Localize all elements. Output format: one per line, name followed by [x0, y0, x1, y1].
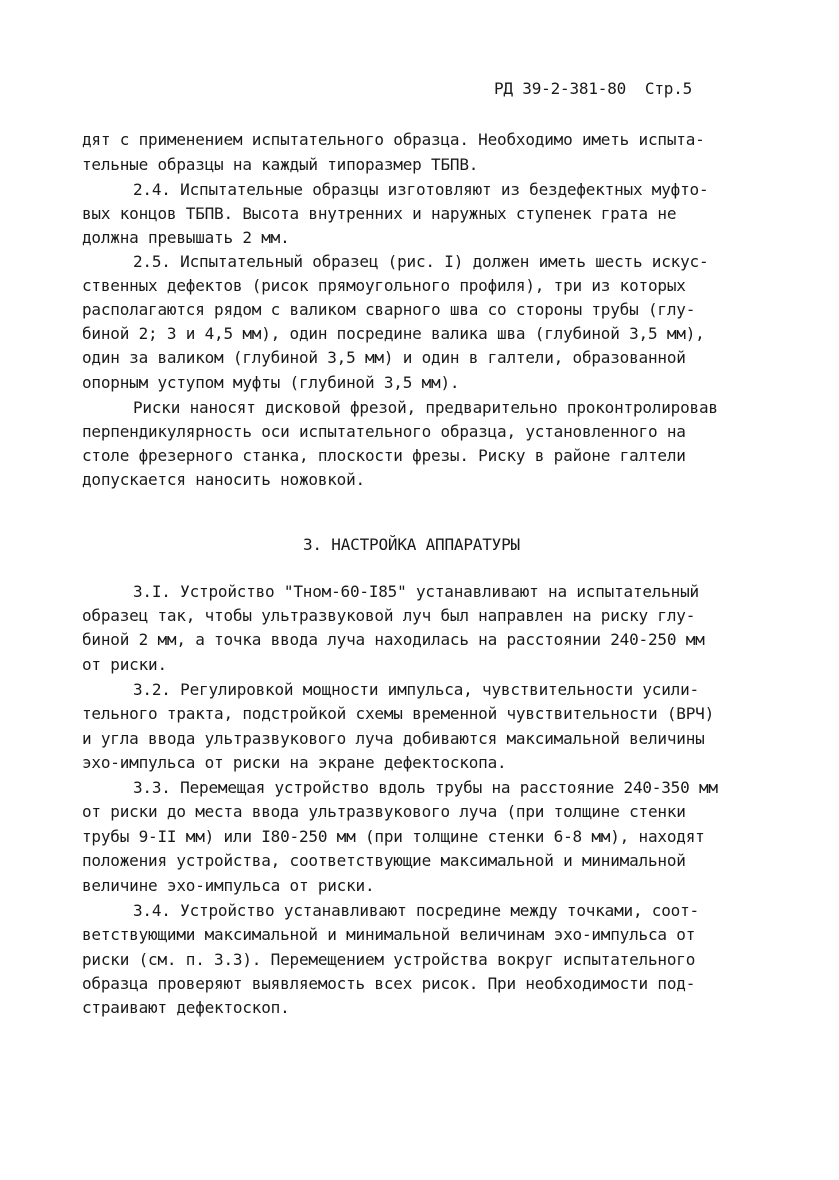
text-line: ственных дефектов (рисок прямоугольного профиля), три из которых — [82, 276, 686, 295]
text-line: опорным уступом муфты (глубиной 3,5 мм). — [82, 373, 460, 392]
text-line: биной 2; 3 и 4,5 мм), один посредине валика шва (глубиной 3,5 мм), — [82, 324, 705, 343]
text-line: 2.5. Испытательный образец (рис. I) должен иметь шесть искус- — [133, 252, 709, 271]
text-line: один за валиком (глубиной 3,5 мм) и один в галтели, образованной — [82, 348, 686, 367]
text-line: 3.I. Устройство "Тном-60-I85" устанавливают на испытательный — [133, 582, 699, 601]
text-line: страивают дефектоскоп. — [82, 998, 290, 1017]
text-line: 3.4. Устройство устанавливают посредине между точками, соот- — [133, 901, 699, 920]
text-line: 3.2. Регулировкой мощности импульса, чувствительности усили- — [133, 680, 699, 699]
text-line: от риски до места ввода ультразвукового луча (при толщине стенки — [82, 802, 686, 821]
page-header: РД 39-2-381-80 Стр.5 — [494, 79, 693, 98]
text-line: и угла ввода ультразвукового луча добиваются максимальной величины — [82, 729, 705, 748]
text-line: допускается наносить ножовкой. — [82, 470, 365, 489]
text-line: от риски. — [82, 655, 167, 674]
text-line: риски (см. п. 3.3). Перемещением устройства вокруг испытательного — [82, 950, 696, 969]
text-line: дят с применением испытательного образца. Необходимо иметь испыта- — [82, 130, 705, 149]
text-line: 3.3. Перемещая устройство вдоль трубы на расстояние 240-350 мм — [133, 778, 718, 797]
text-line: трубы 9-II мм) или I80-250 мм (при толщине стенки 6-8 мм), находят — [82, 827, 705, 846]
text-line: вых концов ТБПВ. Высота внутренних и наружных ступенек грата не — [82, 204, 677, 223]
text-line: Риски наносят дисковой фрезой, предварительно проконтролировав — [133, 398, 718, 417]
text-line: перпендикулярность оси испытательного образца, установленного на — [82, 422, 686, 441]
text-line: положения устройства, соответствующие максимальной и минимальной — [82, 851, 686, 870]
text-line: биной 2 мм, а точка ввода луча находилась на расстоянии 240-250 мм — [82, 630, 705, 649]
text-line: образец так, чтобы ультразвуковой луч был направлен на риску глу- — [82, 606, 696, 625]
text-line: располагаются рядом с валиком сварного шва со стороны трубы (глу- — [82, 300, 696, 319]
text-line: величине эхо-импульса от риски. — [82, 876, 375, 895]
text-line: столе фрезерного станка, плоскости фрезы. Риску в районе галтели — [82, 446, 686, 465]
section-heading: 3. НАСТРОЙКА АППАРАТУРЫ — [303, 535, 520, 554]
text-line: ветствующими максимальной и минимальной величинам эхо-импульса от — [82, 925, 696, 944]
text-line: 2.4. Испытательные образцы изготовляют из бездефектных муфто- — [133, 180, 709, 199]
text-line: должна превышать 2 мм. — [82, 228, 290, 247]
text-line: эхо-импульса от риски на экране дефектоскопа. — [82, 753, 507, 772]
text-line: тельные образцы на каждый типоразмер ТБПВ. — [82, 155, 479, 174]
text-line: тельного тракта, подстройкой схемы временной чувствительности (ВРЧ) — [82, 704, 714, 723]
text-line: образца проверяют выявляемость всех рисок. При необходимости под- — [82, 974, 696, 993]
